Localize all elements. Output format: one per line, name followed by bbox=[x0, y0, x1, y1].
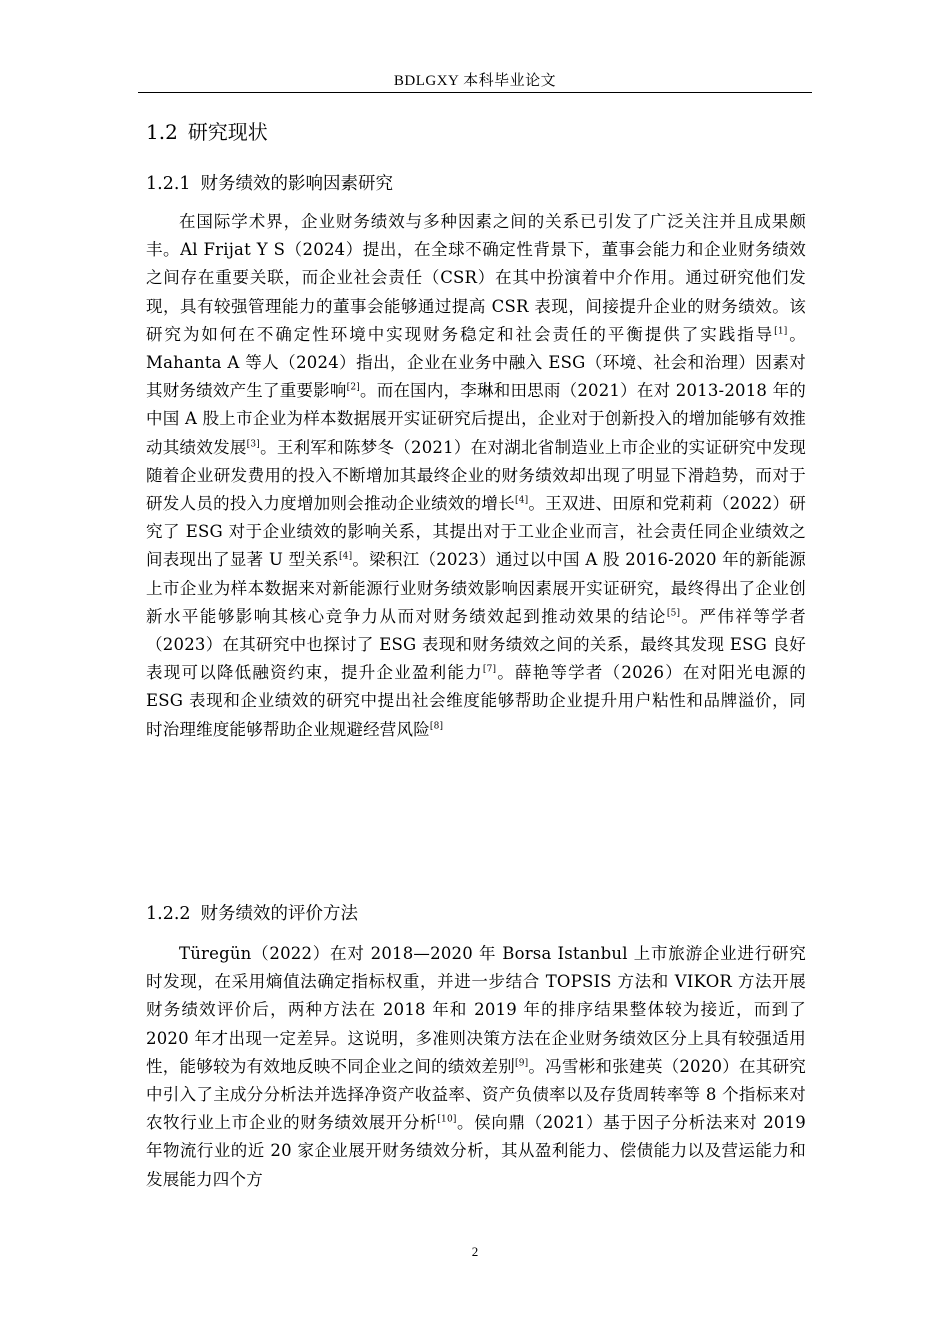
running-header: BDLGXY 本科毕业论文 bbox=[393, 73, 557, 89]
section-number: 1.2 bbox=[146, 120, 178, 144]
body-paragraph-2 bbox=[146, 940, 806, 1194]
citation: [4] bbox=[514, 495, 529, 506]
citation: [9] bbox=[514, 1058, 529, 1069]
subsection-heading-2 bbox=[146, 900, 358, 928]
citation: [3] bbox=[246, 439, 260, 450]
text-run: 。梁积江（2023）通过以中国 A 股 2016-2020 年的新能源上市企业为样本数据来对新能源行业财务绩效影响因素展开实证研究，最终得出了企业创新水平能够影响其核心竞争力从而对财务绩效起到推动效果的结论 bbox=[146, 550, 806, 626]
citation: [10] bbox=[437, 1114, 457, 1125]
header-rule bbox=[138, 92, 812, 93]
text-run: 。而在国内，李琳和田思雨（2021）在对 2013-2018 年的中国 A 股上市企业为样本数据展开实证研究后提出，企业对于创新投入的增加能够有效推动其绩效发展 bbox=[146, 381, 807, 457]
text-run: 。Mahanta A 等人（2024）指出，企业在业务中融入 ESG（环境、社会和治理）因素对其财务绩效产生了重要影响 bbox=[146, 324, 806, 401]
text-run: Türegün（2022）在对 2018—2020 年 Borsa Istanbul 上市旅游企业进行研究时发现，在采用熵值法确定指标权重，并进一步结合 TOPSIS 方法和 VIKOR 方法开展财务绩效评价后，两种方法在 2018 年和 2019 年的排序结果整体较为接近，而到了 2020 年才出现一定差异。这说明，多准则决策方法在企业财务绩效区分上具有较强适用性，能够较为有效地反映不同企业之间的绩效差别 bbox=[146, 944, 806, 1076]
citation: [2] bbox=[346, 382, 360, 393]
text-run: 。薛艳等学者（2026）在对阳光电源的 ESG 表现和企业绩效的研究中提出社会维度能够帮助企业提升用户粘性和品牌溢价，同时治理维度能够帮助企业规避经营风险 bbox=[146, 663, 806, 739]
citation: [7] bbox=[482, 664, 497, 675]
citation: [4] bbox=[338, 551, 353, 562]
text-run: 。冯雪彬和张建英（2020）在其研究中引入了主成分分析法并选择净资产收益率、资产负债率以及存货周转率等 8 个指标来对农牧行业上市企业的财务绩效展开分析 bbox=[146, 1056, 807, 1133]
subsection-number: 1.2.2 bbox=[146, 904, 191, 924]
citation: [8] bbox=[429, 721, 444, 732]
text-run: 在国际学术界，企业财务绩效与多种因素之间的关系已引发了广泛关注并且成果颇丰。Al Frijat Y S（2024）提出，在全球不确定性背景下，董事会能力和企业财务绩效之间存在重要关联，而企业社会责任（CSR）在其中扮演着中介作用。通过研究他们发现，具有较强管理能力的董事会能够通过提高 CSR 表现，间接提升企业的财务绩效。该研究为如何在不确定性环境中实现财务稳定和社会责任的平衡提供了实践指导 bbox=[146, 212, 806, 344]
subsection-title: 财务绩效的影响因素研究 bbox=[200, 174, 394, 194]
text-run: 。严伟祥等学者（2023）在其研究中也探讨了 ESG 表现和财务绩效之间的关系，最终其发现 ESG 良好表现可以降低融资约束，提升企业盈利能力 bbox=[146, 606, 806, 683]
citation: [1] bbox=[774, 326, 788, 337]
subsection-number: 1.2.1 bbox=[146, 174, 191, 194]
section-title: 研究现状 bbox=[187, 120, 268, 144]
text-run: 。侯向鼎（2021）基于因子分析法来对 2019 年物流行业的近 20 家企业展开财务绩效分析，其从盈利能力、偿债能力以及营运能力和发展能力四个方 bbox=[146, 1113, 806, 1189]
subsection-title: 财务绩效的评价方法 bbox=[200, 904, 359, 924]
subsection-heading-1 bbox=[146, 170, 393, 198]
citation: [5] bbox=[666, 608, 681, 619]
text-run: 。王利军和陈梦冬（2021）在对湖北省制造业上市企业的实证研究中发现随着企业研发费用的投入不断增加其最终企业的财务绩效却出现了明显下滑趋势，而对于研发人员的投入力度增加则会推动企业绩效的增长 bbox=[146, 437, 807, 514]
body-paragraph-1 bbox=[146, 208, 806, 744]
text-run: 。王双进、田原和党莉莉（2022）研究了 ESG 对于企业绩效的影响关系，其提出对于工业企业而言，社会责任同企业绩效之间表现出了显著 U 型关系 bbox=[146, 494, 807, 570]
page-number: 2 bbox=[471, 1244, 479, 1259]
section-heading bbox=[146, 117, 268, 147]
